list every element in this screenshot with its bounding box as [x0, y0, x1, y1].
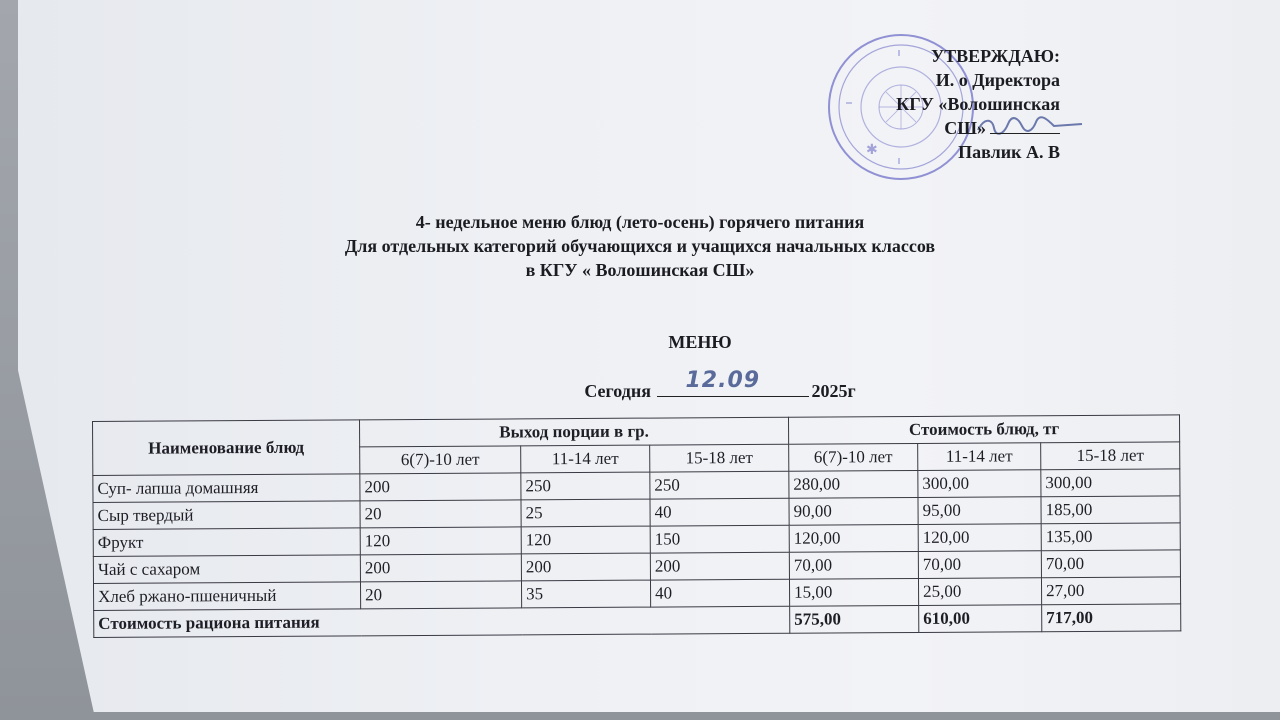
cost-age-1: 6(7)-10 лет [789, 443, 918, 471]
total-cost-cell: 610,00 [919, 605, 1042, 633]
portion-cell: 20 [360, 500, 521, 528]
approval-signer-name: Павлик А. В [958, 142, 1060, 162]
cost-cell: 27,00 [1041, 577, 1180, 605]
cost-cell: 70,00 [918, 551, 1041, 579]
cost-cell: 300,00 [918, 470, 1041, 498]
svg-text:✱: ✱ [866, 143, 878, 158]
portion-age-1: 6(7)-10 лет [360, 446, 521, 474]
date-blank [657, 368, 809, 397]
dish-name: Суп- лапша домашняя [93, 474, 360, 503]
today-label: Сегодня [584, 381, 651, 401]
title-line-1: 4- недельное меню блюд (лето-осень) горячего питания [415, 212, 865, 232]
portion-age-2: 11-14 лет [521, 445, 650, 473]
portion-cell: 200 [360, 473, 521, 501]
approval-organization: КГУ «Волошинская [896, 94, 1060, 114]
cost-cell: 185,00 [1041, 496, 1180, 524]
signature-line [990, 133, 1060, 134]
portion-cell: 25 [521, 499, 650, 527]
portion-cell: 250 [650, 471, 789, 499]
total-cost-cell: 717,00 [1042, 604, 1181, 632]
cost-cell: 120,00 [789, 524, 918, 552]
approval-position: И. о Директора [935, 70, 1060, 90]
cost-cell: 135,00 [1041, 523, 1180, 551]
title-line-3: в КГУ « Волошинская СШ» [525, 260, 755, 280]
cost-age-2: 11-14 лет [918, 443, 1041, 471]
portion-cell: 250 [521, 472, 650, 500]
handwritten-date: 12.09 [685, 368, 761, 393]
portion-cell: 200 [360, 554, 521, 582]
approval-organization-end: СШ» [860, 116, 1060, 140]
portion-cell: 120 [360, 527, 521, 555]
cost-cell: 120,00 [918, 524, 1041, 552]
cost-cell: 25,00 [918, 578, 1041, 606]
portion-cell: 40 [650, 579, 789, 607]
cost-cell: 95,00 [918, 497, 1041, 525]
dish-name: Чай с сахаром [93, 555, 360, 584]
total-label: Стоимость рациона питания [94, 606, 790, 637]
total-cost-cell: 575,00 [790, 605, 919, 633]
title-line-2: Для отдельных категорий обучающихся и учащихся начальных классов [344, 236, 936, 256]
portion-cell: 120 [521, 526, 650, 554]
cost-cell: 280,00 [789, 470, 918, 498]
cost-cell: 90,00 [789, 497, 918, 525]
cost-cell: 70,00 [1041, 550, 1180, 578]
menu-heading: МЕНЮ [668, 332, 732, 352]
cost-age-3: 15-18 лет [1041, 442, 1180, 470]
portion-cell: 200 [650, 552, 789, 580]
portion-cell: 40 [650, 498, 789, 526]
today-year: 2025г [811, 381, 856, 401]
approval-block [860, 44, 1060, 164]
dish-name: Сыр твердый [93, 501, 360, 530]
portion-cell: 150 [650, 525, 789, 553]
dish-name: Хлеб ржано-пшеничный [93, 582, 360, 611]
portion-cell: 20 [360, 581, 521, 609]
document-title [240, 210, 1040, 282]
header-dish: Наименование блюд [93, 420, 360, 476]
cost-cell: 300,00 [1041, 469, 1180, 497]
today-date-line [520, 368, 920, 402]
dish-name: Фрукт [93, 528, 360, 557]
cost-cell: 70,00 [789, 551, 918, 579]
header-cost: Стоимость блюд, тг [788, 415, 1179, 444]
header-portion: Выход порции в гр. [359, 417, 788, 447]
portion-age-3: 15-18 лет [650, 444, 789, 472]
portion-cell: 35 [521, 580, 650, 608]
cost-cell: 15,00 [789, 578, 918, 606]
portion-cell: 200 [521, 553, 650, 581]
menu-table [92, 414, 1181, 638]
approval-heading: УТВЕРЖДАЮ: [930, 46, 1060, 66]
